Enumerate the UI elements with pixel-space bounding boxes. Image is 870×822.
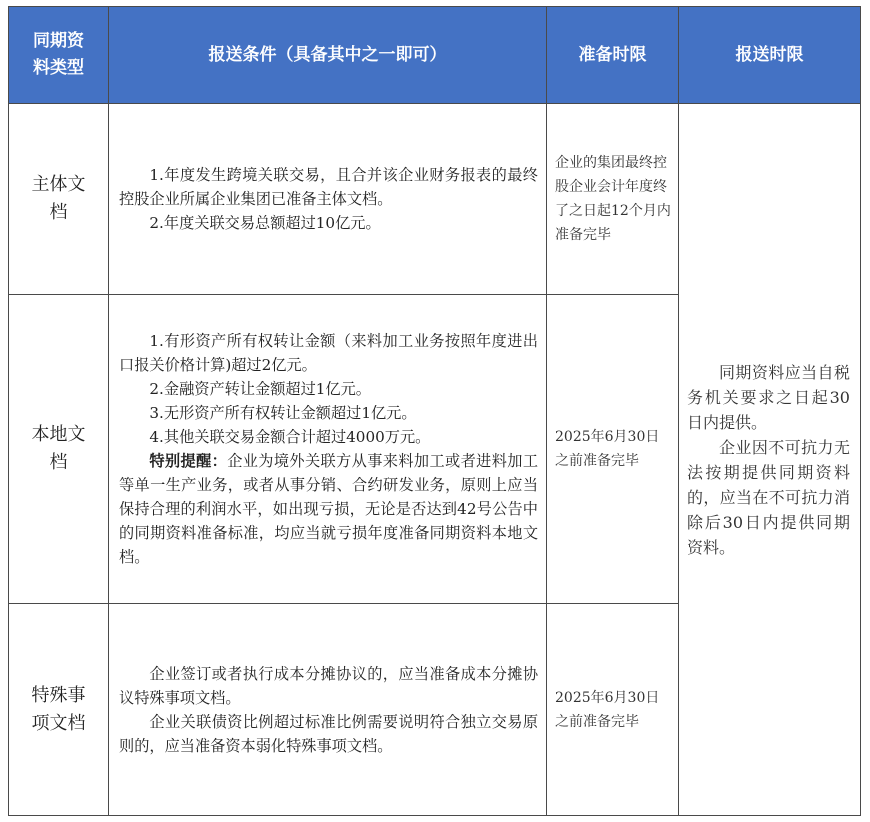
condition-item: 1.有形资产所有权转让金额（来料加工业务按照年度进出口报关价格计算)超过2亿元。 — [119, 332, 538, 374]
header-row — [9, 7, 861, 104]
special-note — [119, 449, 538, 569]
doc-type-cell: 特殊事项文档 — [9, 604, 109, 816]
doc-type-cell: 主体文档 — [9, 104, 109, 295]
header-prep-deadline: 准备时限 — [547, 7, 679, 104]
condition-item: 4.其他关联交易金额合计超过4000万元。 — [149, 428, 431, 446]
documentation-table — [8, 6, 861, 816]
submit-item: 企业因不可抗力无法按期提供同期资料的，应当在不可抗力消除后30日内提供同期资料。 — [687, 437, 850, 557]
header-doc-type: 同期资料类型 — [9, 7, 109, 104]
prep-deadline-cell: 企业的集团最终控股企业会计年度终了之日起12个月内准备完毕 — [547, 104, 679, 295]
submit-item: 同期资料应当自税务机关要求之日起30日内提供。 — [687, 362, 850, 432]
condition-item: 3.无形资产所有权转让金额超过1亿元。 — [149, 404, 417, 422]
special-note-text: 企业为境外关联方从事来料加工或者进料加工等单一生产业务，或者从事分销、合约研发业务，原则上应当保持合理的利润水平，如出现亏损，无论是否达到42号公告中的同期资料准备标准，均应当就亏损年度准备同期资料本地文档。 — [119, 452, 539, 566]
prep-deadline-cell: 2025年6月30日之前准备完毕 — [547, 604, 679, 816]
submit-deadline-cell — [679, 104, 861, 816]
condition-item: 企业关联债资比例超过标准比例需要说明符合独立交易原则的，应当准备资本弱化特殊事项文档。 — [119, 712, 538, 755]
doc-type-cell: 本地文档 — [9, 295, 109, 604]
header-conditions: 报送条件（具备其中之一即可） — [109, 7, 547, 104]
prep-deadline-cell: 2025年6月30日之前准备完毕 — [547, 295, 679, 604]
condition-item: 1.年度发生跨境关联交易，且合并该企业财务报表的最终控股企业所属企业集团已准备主体文档。 — [119, 166, 538, 208]
condition-item: 企业签订或者执行成本分摊协议的，应当准备成本分摊协议特殊事项文档。 — [119, 664, 538, 707]
table-row — [9, 104, 861, 295]
condition-item: 2.年度关联交易总额超过10亿元。 — [149, 214, 381, 232]
conditions-cell — [109, 104, 547, 295]
conditions-cell — [109, 604, 547, 816]
special-note-label: 特别提醒： — [149, 452, 228, 470]
conditions-cell — [109, 295, 547, 604]
header-submit-deadline: 报送时限 — [679, 7, 861, 104]
condition-item: 2.金融资产转让金额超过1亿元。 — [149, 380, 371, 398]
